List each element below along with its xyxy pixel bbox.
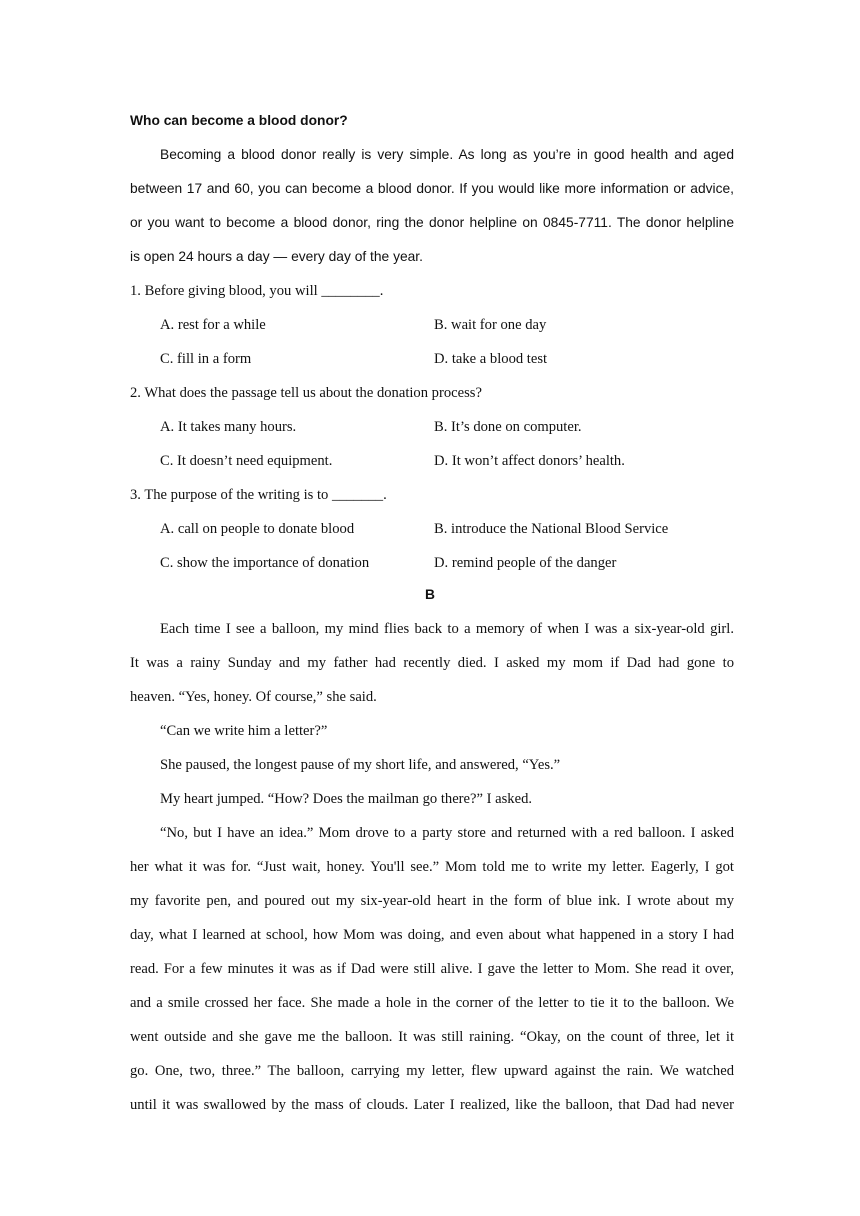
passage-b-line: “No, but I have an idea.” Mom drove to a party store and returned with a red balloon. I asked [160, 825, 734, 841]
passage-b-line: “Can we write him a letter?” [160, 723, 328, 739]
passage-b-line: go. One, two, three.” The balloon, carrying my letter, flew upward against the rain. We watched [130, 1063, 734, 1079]
question-stem: 3. The purpose of the writing is to _______. [130, 487, 387, 503]
passage-b-line: She paused, the longest pause of my short life, and answered, “Yes.” [160, 757, 561, 773]
option-d: D. take a blood test [434, 351, 548, 367]
passage-a-line: between 17 and 60, you can become a blood donor. If you would like more information or advice, [130, 181, 734, 196]
passage-b-line: Each time I see a balloon, my mind flies back to a memory of when I was a six-year-old girl. [160, 621, 734, 637]
option-a: A. It takes many hours. [160, 419, 297, 435]
passage-b-line: day, what I learned at school, how Mom was doing, and even about what happened in a story I had [130, 927, 734, 943]
option-c: C. It doesn’t need equipment. [160, 453, 333, 469]
passage-a-line: is open 24 hours a day — every day of the year. [130, 249, 423, 264]
option-d: D. It won’t affect donors’ health. [434, 453, 625, 469]
passage-b-line: read. For a few minutes it was as if Dad were still alive. I gave the letter to Mom. She read it over, [130, 961, 734, 977]
passage-b-line: It was a rainy Sunday and my father had recently died. I asked my mom if Dad had gone to [130, 655, 734, 671]
passage-b-line: until it was swallowed by the mass of clouds. Later I realized, like the balloon, that Dad had never [130, 1097, 734, 1113]
passage-b-line: went outside and she gave me the balloon. It was still raining. “Okay, on the count of three, let it [130, 1029, 734, 1045]
option-a: A. rest for a while [160, 317, 266, 333]
option-a: A. call on people to donate blood [160, 521, 355, 537]
passage-a-line: or you want to become a blood donor, ring the donor helpline on 0845-7711. The donor helpline [130, 215, 734, 230]
passage-b-line: and a smile crossed her face. She made a hole in the corner of the letter to tie it to the balloon. We [130, 995, 734, 1011]
option-c: C. fill in a form [160, 351, 252, 367]
option-c: C. show the importance of donation [160, 555, 370, 571]
option-b: B. introduce the National Blood Service [434, 521, 669, 537]
passage-b-line: heaven. “Yes, honey. Of course,” she said. [130, 689, 377, 705]
section-heading: B [425, 587, 435, 602]
passage-b-line: My heart jumped. “How? Does the mailman go there?” I asked. [160, 791, 533, 807]
passage-title: Who can become a blood donor? [130, 113, 348, 128]
question-stem: 1. Before giving blood, you will ________. [130, 283, 384, 299]
option-b: B. It’s done on computer. [434, 419, 582, 435]
passage-a-line: Becoming a blood donor really is very simple. As long as you’re in good health and aged [160, 147, 734, 162]
passage-b-line: my favorite pen, and poured out my six-year-old heart in the form of blue ink. I wrote about my [130, 893, 734, 909]
passage-b-line: her what it was for. “Just wait, honey. You'll see.” Mom told me to write my letter. Eagerly, I got [130, 859, 734, 875]
question-stem: 2. What does the passage tell us about the donation process? [130, 385, 482, 401]
option-d: D. remind people of the danger [434, 555, 617, 571]
option-b: B. wait for one day [434, 317, 547, 333]
